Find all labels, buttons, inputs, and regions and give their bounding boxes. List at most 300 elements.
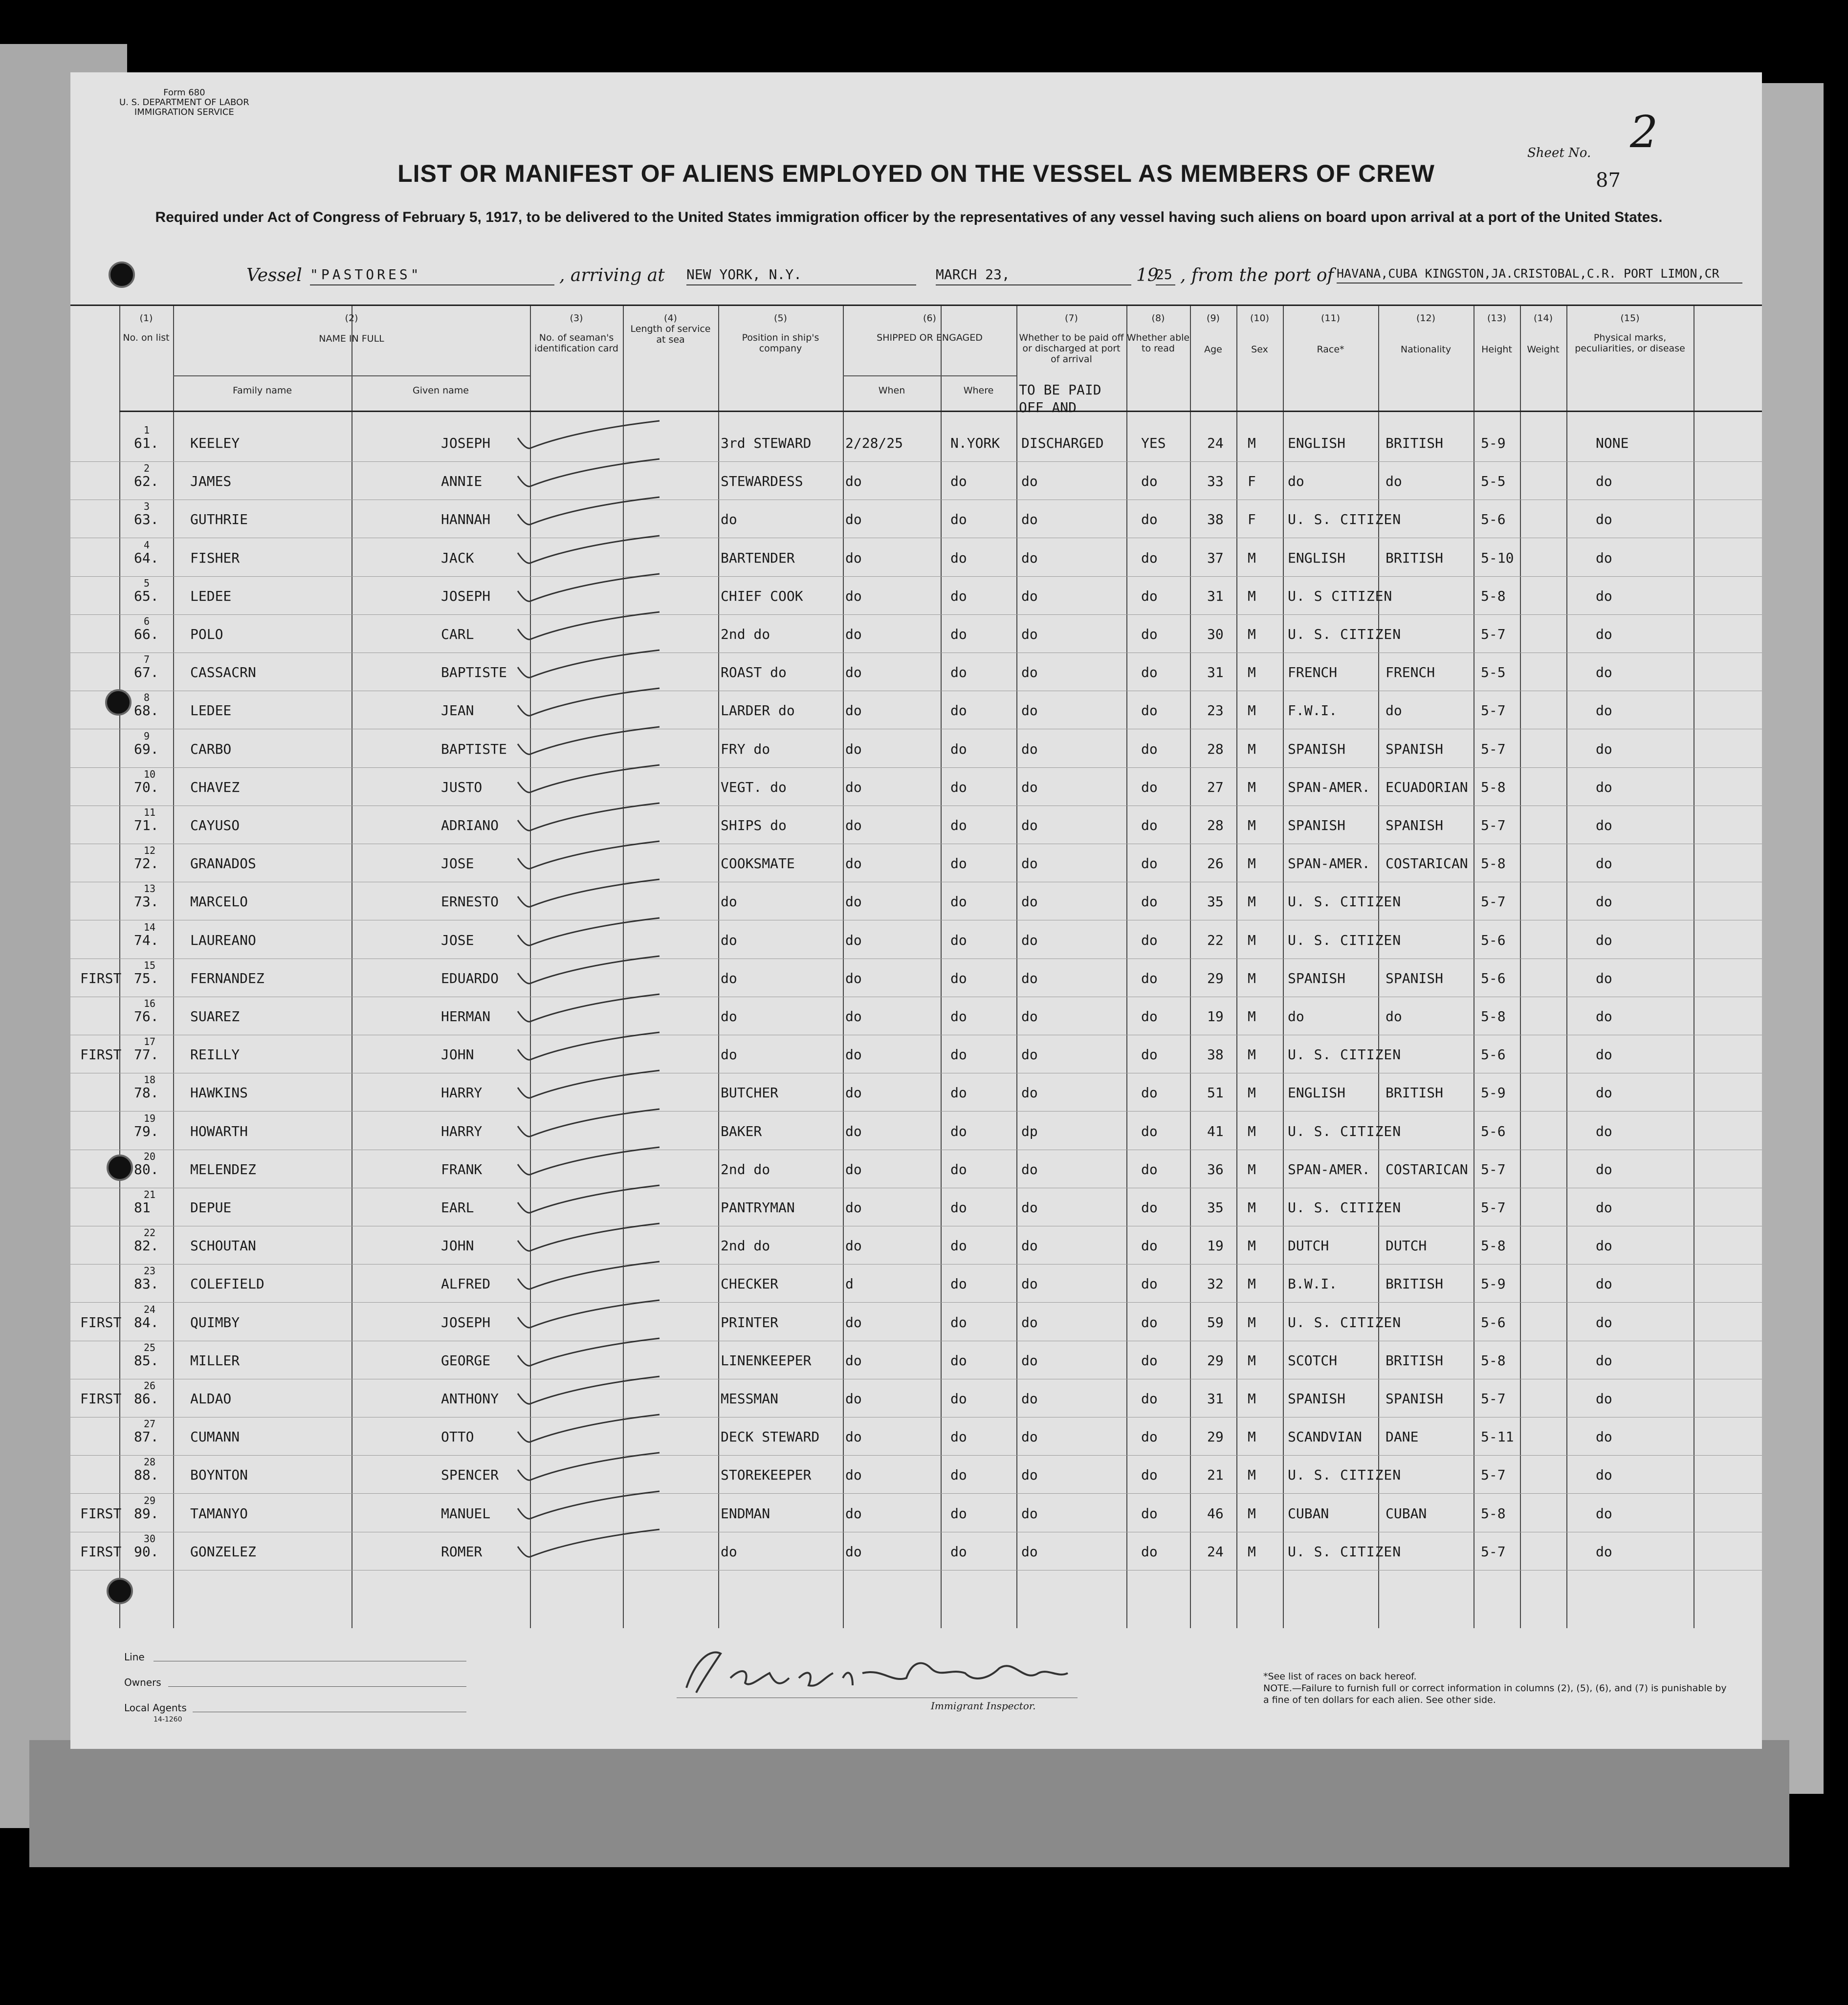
race: SPANISH <box>1288 741 1346 757</box>
check-mark-icon <box>513 571 669 610</box>
row-small-number: 10 <box>144 768 156 780</box>
table-row <box>70 1073 1762 1111</box>
height: 5-5 <box>1481 664 1506 681</box>
given-name: JOSE <box>441 855 474 872</box>
shipped-when: do <box>845 1199 862 1216</box>
shipped-where: do <box>950 1314 967 1330</box>
race: ENGLISH <box>1288 435 1346 451</box>
given-name: CARL <box>441 626 474 642</box>
table-row <box>70 806 1762 844</box>
position: do <box>721 511 737 528</box>
table-row <box>70 423 1762 462</box>
position: PANTRYMAN <box>721 1199 795 1216</box>
row-number: 75. <box>134 970 159 986</box>
height: 5-6 <box>1481 511 1506 528</box>
physical-marks: do <box>1596 970 1612 986</box>
shipped-when: do <box>845 549 862 566</box>
age: 29 <box>1207 1352 1224 1369</box>
race: SCOTCH <box>1288 1352 1338 1369</box>
sex: M <box>1248 626 1256 642</box>
nationality: BRITISH <box>1386 549 1444 566</box>
able-to-read: YES <box>1141 435 1166 451</box>
col-header-id-card: (3) No. of seaman's identification card <box>534 313 618 354</box>
shipped-when: do <box>845 1238 862 1254</box>
race: B.W.I. <box>1288 1276 1338 1292</box>
inspector-signature <box>677 1639 1078 1700</box>
table-row <box>70 614 1762 653</box>
family-name: CHAVEZ <box>190 779 240 795</box>
family-name: CAYUSO <box>190 817 240 833</box>
shipped-when: do <box>845 1161 862 1177</box>
shipped-where: do <box>950 1543 967 1560</box>
row-number: 73. <box>134 894 159 910</box>
sex: M <box>1248 855 1256 872</box>
family-name: SUAREZ <box>190 1008 240 1024</box>
able-to-read: do <box>1141 1314 1158 1330</box>
shipped-where: do <box>950 549 967 566</box>
check-mark-icon <box>513 839 669 878</box>
age: 24 <box>1207 435 1224 451</box>
given-name: ERNESTO <box>441 894 499 910</box>
shipped-when: do <box>845 894 862 910</box>
row-number: 71. <box>134 817 159 833</box>
paid-off: do <box>1021 702 1038 719</box>
paid-off: do <box>1021 473 1038 490</box>
shipped-when: do <box>845 1085 862 1101</box>
height: 5-8 <box>1481 588 1506 604</box>
position: BUTCHER <box>721 1085 779 1101</box>
vessel-line <box>110 265 1742 295</box>
family-name: FISHER <box>190 549 240 566</box>
age: 30 <box>1207 626 1224 642</box>
paid-off: DISCHARGED <box>1021 435 1104 451</box>
sex: M <box>1248 1467 1256 1483</box>
race: F.W.I. <box>1288 702 1338 719</box>
able-to-read: do <box>1141 511 1158 528</box>
physical-marks: do <box>1596 1008 1612 1024</box>
col-header-when: When <box>878 385 905 396</box>
race: SPANISH <box>1288 817 1346 833</box>
col-header-nationality: (12) Nationality <box>1400 313 1452 355</box>
height: 5-7 <box>1481 1543 1506 1560</box>
table-row <box>70 461 1762 500</box>
physical-marks: do <box>1596 817 1612 833</box>
age: 19 <box>1207 1238 1224 1254</box>
race: do <box>1288 1008 1304 1024</box>
given-name: MANUEL <box>441 1505 491 1522</box>
shipped-when: do <box>845 511 862 528</box>
family-name: DEPUE <box>190 1199 232 1216</box>
binder-hole <box>107 1155 133 1181</box>
shipped-when: do <box>845 702 862 719</box>
shipped-where: do <box>950 894 967 910</box>
family-name: CASSACRN <box>190 664 256 681</box>
age: 28 <box>1207 741 1224 757</box>
paid-off: do <box>1021 817 1038 833</box>
sex: M <box>1248 435 1256 451</box>
background-sheet-bottom <box>29 1740 1789 1867</box>
height: 5-7 <box>1481 894 1506 910</box>
race: ENGLISH <box>1288 1085 1346 1101</box>
table-row <box>70 1303 1762 1341</box>
shipped-when: 2/28/25 <box>845 435 903 451</box>
able-to-read: do <box>1141 1391 1158 1407</box>
row-number: 64. <box>134 549 159 566</box>
given-name: OTTO <box>441 1429 474 1445</box>
age: 35 <box>1207 894 1224 910</box>
sex: M <box>1248 779 1256 795</box>
department: U. S. DEPARTMENT OF LABOR <box>119 97 249 108</box>
given-name: SPENCER <box>441 1467 499 1483</box>
physical-marks: do <box>1596 779 1612 795</box>
able-to-read: do <box>1141 1008 1158 1024</box>
row-number: 83. <box>134 1276 159 1292</box>
position: LARDER do <box>721 702 795 719</box>
race: SPAN-AMER. <box>1288 779 1370 795</box>
service: IMMIGRATION SERVICE <box>134 107 234 117</box>
family-name: ALDAO <box>190 1391 232 1407</box>
able-to-read: do <box>1141 855 1158 872</box>
check-mark-icon <box>513 1336 669 1375</box>
position: do <box>721 1543 737 1560</box>
given-name: ANNIE <box>441 473 483 490</box>
row-small-number: 1 <box>144 424 150 436</box>
shipped-where: N.YORK <box>950 435 1000 451</box>
shipped-where: do <box>950 1276 967 1292</box>
physical-marks: do <box>1596 549 1612 566</box>
subtitle: Required under Act of Congress of February 5, 1917, to be delivered to the United States immigration officer by the representatives of any vessel having such aliens on board upon arrival at a port of the United States. <box>155 209 1663 225</box>
height: 5-9 <box>1481 1085 1506 1101</box>
shipped-when: do <box>845 817 862 833</box>
shipped-where: do <box>950 1046 967 1063</box>
row-small-number: 18 <box>144 1074 156 1086</box>
from-ports: HAVANA,CUBA KINGSTON,JA.CRISTOBAL,C.R. PORT LIMON,CR <box>1337 266 1742 283</box>
row-small-number: 22 <box>144 1227 156 1239</box>
shipped-where: do <box>950 1008 967 1024</box>
family-name: GONZELEZ <box>190 1543 256 1560</box>
age: 19 <box>1207 1008 1224 1024</box>
check-mark-icon <box>513 1527 669 1566</box>
age: 22 <box>1207 932 1224 948</box>
height: 5-8 <box>1481 779 1506 795</box>
nationality: SPANISH <box>1386 817 1444 833</box>
sheet-mark: 2 <box>1630 107 1658 158</box>
sex: M <box>1248 1046 1256 1063</box>
table-row <box>70 997 1762 1035</box>
age: 46 <box>1207 1505 1224 1522</box>
row-note: FIRST <box>80 1505 122 1522</box>
check-mark-icon <box>513 915 669 955</box>
paid-off: do <box>1021 741 1038 757</box>
row-note: FIRST <box>80 1046 122 1063</box>
able-to-read: do <box>1141 549 1158 566</box>
race: U. S. CITIZEN <box>1288 1543 1402 1560</box>
physical-marks: do <box>1596 1238 1612 1254</box>
row-small-number: 14 <box>144 921 156 933</box>
table-row <box>70 576 1762 615</box>
able-to-read: do <box>1141 1161 1158 1177</box>
row-number: 79. <box>134 1123 159 1139</box>
table-row <box>70 538 1762 577</box>
sex: F <box>1248 473 1256 490</box>
paid-off: do <box>1021 626 1038 642</box>
position: BARTENDER <box>721 549 795 566</box>
race: SPAN-AMER. <box>1288 855 1370 872</box>
race-note: *See list of races on back hereof. <box>1263 1671 1417 1682</box>
physical-marks: do <box>1596 588 1612 604</box>
row-number: 80. <box>134 1161 159 1177</box>
table-row <box>70 1111 1762 1150</box>
paid-off: do <box>1021 1085 1038 1101</box>
sex: M <box>1248 894 1256 910</box>
nationality: FRENCH <box>1386 664 1435 681</box>
race: do <box>1288 473 1304 490</box>
header-bottom-rule <box>119 411 1762 412</box>
physical-marks: do <box>1596 894 1612 910</box>
col-header-sex: (10) Sex <box>1250 313 1269 355</box>
nationality: SPANISH <box>1386 741 1444 757</box>
sex: M <box>1248 1008 1256 1024</box>
check-mark-icon <box>513 1489 669 1528</box>
row-note: FIRST <box>80 1314 122 1330</box>
row-number: 70. <box>134 779 159 795</box>
shipped-where: do <box>950 1085 967 1101</box>
able-to-read: do <box>1141 741 1158 757</box>
physical-marks: do <box>1596 1505 1612 1522</box>
family-name: MARCELO <box>190 894 248 910</box>
height: 5-7 <box>1481 702 1506 719</box>
physical-marks: do <box>1596 1467 1612 1483</box>
row-small-number: 17 <box>144 1036 156 1048</box>
arriving-label: , arriving at <box>559 265 665 285</box>
row-small-number: 3 <box>144 501 150 513</box>
check-mark-icon <box>513 1145 669 1184</box>
footer-note <box>1263 1671 1733 1706</box>
row-small-number: 26 <box>144 1380 156 1392</box>
nationality: SPANISH <box>1386 970 1444 986</box>
nationality: COSTARICAN <box>1386 855 1468 872</box>
family-name: QUIMBY <box>190 1314 240 1330</box>
race: U. S. CITIZEN <box>1288 511 1402 528</box>
given-name: ADRIANO <box>441 817 499 833</box>
row-number: 86. <box>134 1391 159 1407</box>
shipped-where: do <box>950 702 967 719</box>
physical-marks: do <box>1596 1199 1612 1216</box>
shipped-where: do <box>950 664 967 681</box>
sex: M <box>1248 1543 1256 1560</box>
position: BAKER <box>721 1123 762 1139</box>
given-name: JOSEPH <box>441 588 491 604</box>
row-number: 68. <box>134 702 159 719</box>
nationality: BRITISH <box>1386 1276 1444 1292</box>
race: CUBAN <box>1288 1505 1329 1522</box>
row-small-number: 15 <box>144 959 156 971</box>
position: do <box>721 894 737 910</box>
able-to-read: do <box>1141 588 1158 604</box>
age: 24 <box>1207 1543 1224 1560</box>
family-name: GUTHRIE <box>190 511 248 528</box>
sex: M <box>1248 702 1256 719</box>
table-row <box>70 1264 1762 1303</box>
shipped-when: do <box>845 1505 862 1522</box>
table-row <box>70 1532 1762 1570</box>
age: 29 <box>1207 1429 1224 1445</box>
shipped-where: do <box>950 741 967 757</box>
sheet-number: 87 <box>1596 169 1621 192</box>
table-row <box>70 1150 1762 1188</box>
row-number: 66. <box>134 626 159 642</box>
owners-label: Owners <box>124 1677 161 1688</box>
physical-marks: do <box>1596 473 1612 490</box>
shipped-where: do <box>950 1161 967 1177</box>
check-mark-icon <box>513 1030 669 1069</box>
family-name: MELENDEZ <box>190 1161 256 1177</box>
shipped-when: do <box>845 1352 862 1369</box>
race: U. S. CITIZEN <box>1288 1046 1402 1063</box>
sex: F <box>1248 511 1256 528</box>
sex: M <box>1248 1276 1256 1292</box>
row-number: 87. <box>134 1429 159 1445</box>
shipped-where: do <box>950 779 967 795</box>
able-to-read: do <box>1141 932 1158 948</box>
position: ENDMAN <box>721 1505 770 1522</box>
height: 5-8 <box>1481 1352 1506 1369</box>
age: 31 <box>1207 1391 1224 1407</box>
check-mark-icon <box>513 763 669 802</box>
age: 36 <box>1207 1161 1224 1177</box>
row-number: 62. <box>134 473 159 490</box>
height: 5-7 <box>1481 817 1506 833</box>
able-to-read: do <box>1141 970 1158 986</box>
family-name: HAWKINS <box>190 1085 248 1101</box>
family-name: COLEFIELD <box>190 1276 264 1292</box>
col-header-name: (2) NAME IN FULL <box>319 313 384 344</box>
family-name: CARBO <box>190 741 232 757</box>
physical-marks: do <box>1596 932 1612 948</box>
check-mark-icon <box>513 954 669 993</box>
race: SCANDVIAN <box>1288 1429 1362 1445</box>
given-name: HARRY <box>441 1085 483 1101</box>
paid-off: do <box>1021 511 1038 528</box>
shipped-where: do <box>950 817 967 833</box>
paid-off: do <box>1021 1046 1038 1063</box>
nationality: do <box>1386 473 1402 490</box>
year-prefix: 19 <box>1136 265 1159 285</box>
able-to-read: do <box>1141 1543 1158 1560</box>
race: U. S. CITIZEN <box>1288 1123 1402 1139</box>
row-small-number: 20 <box>144 1150 156 1162</box>
height: 5-7 <box>1481 626 1506 642</box>
nationality: BRITISH <box>1386 435 1444 451</box>
shipped-when: do <box>845 626 862 642</box>
table-row <box>70 920 1762 959</box>
physical-marks: do <box>1596 1085 1612 1101</box>
table-row <box>70 1455 1762 1494</box>
col-header-family-name: Family name <box>232 385 292 396</box>
row-number: 77. <box>134 1046 159 1063</box>
position: ROAST do <box>721 664 787 681</box>
height: 5-6 <box>1481 1314 1506 1330</box>
given-name: ANTHONY <box>441 1391 499 1407</box>
form-header <box>119 88 249 117</box>
col-header-race: (11) Race* <box>1317 313 1344 355</box>
age: 51 <box>1207 1085 1224 1101</box>
height: 5-8 <box>1481 855 1506 872</box>
physical-marks: do <box>1596 1543 1612 1560</box>
check-mark-icon <box>513 686 669 725</box>
shipped-when: do <box>845 588 862 604</box>
shipped-where: do <box>950 626 967 642</box>
table-row <box>70 691 1762 729</box>
physical-marks: do <box>1596 1123 1612 1139</box>
sex: M <box>1248 932 1256 948</box>
line-label: Line <box>124 1651 145 1663</box>
table-row <box>70 882 1762 920</box>
race: DUTCH <box>1288 1238 1329 1254</box>
position: 2nd do <box>721 1238 770 1254</box>
position: do <box>721 932 737 948</box>
given-name: HARRY <box>441 1123 483 1139</box>
height: 5-6 <box>1481 932 1506 948</box>
given-name: HANNAH <box>441 511 491 528</box>
shipped-when: do <box>845 779 862 795</box>
shipped-where: do <box>950 1123 967 1139</box>
age: 26 <box>1207 855 1224 872</box>
position: do <box>721 1046 737 1063</box>
height: 5-7 <box>1481 1199 1506 1216</box>
nationality: do <box>1386 1008 1402 1024</box>
vessel-name: "PASTORES" <box>310 266 554 285</box>
table-row <box>70 959 1762 997</box>
able-to-read: do <box>1141 1046 1158 1063</box>
given-name: GEORGE <box>441 1352 491 1369</box>
table-row <box>70 1341 1762 1379</box>
row-small-number: 8 <box>144 692 150 704</box>
check-mark-icon <box>513 1221 669 1260</box>
row-small-number: 25 <box>144 1341 156 1353</box>
shipped-where: do <box>950 1199 967 1216</box>
physical-marks: do <box>1596 1276 1612 1292</box>
table-row <box>70 653 1762 691</box>
given-name: BAPTISTE <box>441 741 507 757</box>
age: 23 <box>1207 702 1224 719</box>
sex: M <box>1248 1314 1256 1330</box>
form-code: 14-1260 <box>154 1716 182 1723</box>
position: STOREKEEPER <box>721 1467 812 1483</box>
family-name: JAMES <box>190 473 232 490</box>
inspector-label: Immigrant Inspector. <box>931 1700 1036 1712</box>
row-small-number: 29 <box>144 1494 156 1506</box>
paid-off: do <box>1021 1008 1038 1024</box>
sex: M <box>1248 1161 1256 1177</box>
family-name: REILLY <box>190 1046 240 1063</box>
check-mark-icon <box>513 495 669 534</box>
able-to-read: do <box>1141 817 1158 833</box>
shipped-when: do <box>845 741 862 757</box>
race: SPAN-AMER. <box>1288 1161 1370 1177</box>
physical-marks: do <box>1596 626 1612 642</box>
shipped-where: do <box>950 1238 967 1254</box>
shipped-when: do <box>845 932 862 948</box>
physical-marks: do <box>1596 1429 1612 1445</box>
row-small-number: 19 <box>144 1112 156 1124</box>
col-header-read: (8) Whether able to read <box>1126 313 1190 354</box>
height: 5-6 <box>1481 1046 1506 1063</box>
paid-off: do <box>1021 1199 1038 1216</box>
table-row <box>70 767 1762 806</box>
paid-off: do <box>1021 932 1038 948</box>
row-small-number: 9 <box>144 730 150 742</box>
